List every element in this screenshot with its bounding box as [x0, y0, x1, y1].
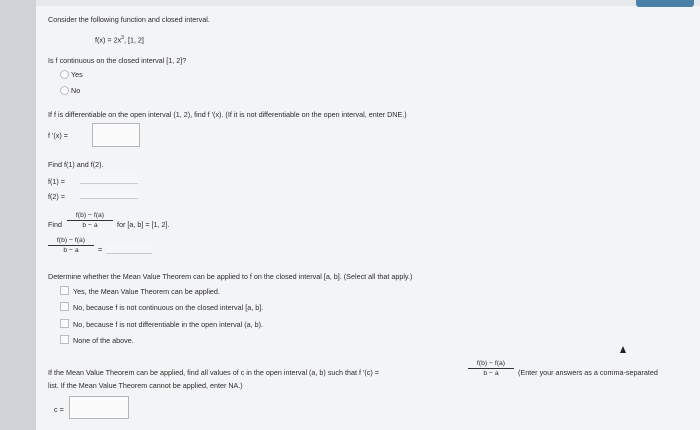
find-values-prompt: Find f(1) and f(2).: [48, 160, 104, 169]
intro-text: Consider the following function and closed interval.: [48, 15, 210, 24]
find-label: Find: [48, 220, 62, 229]
mvt-instructions-a: (Enter your answers as a comma-separated: [518, 368, 658, 377]
option-not-continuous: No, because f is not continuous on the closed interval [a, b].: [73, 303, 264, 312]
quotient-answer-input[interactable]: [106, 243, 152, 254]
mvt-instructions-b: list. If the Mean Value Theorem cannot be applied, enter NA.): [48, 381, 243, 390]
quotient-equals: =: [98, 245, 103, 254]
top-right-button[interactable]: [636, 0, 694, 7]
radio-no-label: No: [71, 86, 81, 95]
radio-yes-label: Yes: [71, 70, 83, 79]
difference-quotient: [67, 211, 113, 230]
mvt-quotient: [468, 359, 514, 378]
answer-quotient-denominator: b − a: [63, 247, 79, 254]
mvt-quotient-numerator: f(b) − f(a): [468, 359, 514, 369]
mvt-question: Determine whether the Mean Value Theorem can be applied to f on the closed interval [a, b]. (Select all that apply.): [48, 272, 413, 281]
top-bar: [36, 0, 700, 6]
c-label: c =: [54, 405, 64, 414]
option-none: None of the above.: [73, 336, 134, 345]
derivative-label: f '(x) =: [48, 131, 68, 140]
function-interval: , [1, 2]: [123, 35, 144, 45]
mouse-cursor-icon: [620, 346, 626, 353]
c-answer-input[interactable]: [69, 396, 129, 419]
f2-label: f(2) =: [48, 192, 65, 201]
function-exponent: 3: [121, 35, 124, 41]
radio-no[interactable]: [60, 86, 69, 95]
f2-answer-input[interactable]: [80, 188, 138, 199]
f1-answer-input[interactable]: [80, 173, 138, 184]
quotient-numerator: f(b) − f(a): [67, 211, 113, 221]
function-definition: [95, 35, 144, 44]
checkbox-none[interactable]: [60, 335, 69, 344]
option-yes-applies: Yes, the Mean Value Theorem can be applied.: [73, 287, 220, 296]
quotient-answer-label: [48, 236, 94, 255]
mvt-c-question: If the Mean Value Theorem can be applied, find all values of c in the open interval (a, b) such that f '(c) =: [48, 368, 379, 377]
option-not-differentiable: No, because f is not differentiable in the open interval (a, b).: [73, 320, 264, 329]
continuity-question: Is f continuous on the closed interval [1, 2]?: [48, 56, 187, 65]
derivative-answer-input[interactable]: [92, 123, 140, 147]
checkbox-not-differentiable[interactable]: [60, 319, 69, 328]
checkbox-yes-applies[interactable]: [60, 286, 69, 295]
radio-yes[interactable]: [60, 70, 69, 79]
derivative-question: If f is differentiable on the open interval (1, 2), find f '(x). (If it is not differentiable on the open interval, enter DNE.): [48, 110, 407, 119]
quotient-denominator: b − a: [82, 222, 98, 229]
question-page: [36, 0, 700, 430]
interval-spec: for [a, b] = [1, 2].: [117, 220, 170, 229]
f1-label: f(1) =: [48, 177, 65, 186]
function-expression: f(x) = 2x: [95, 35, 122, 45]
checkbox-not-continuous[interactable]: [60, 302, 69, 311]
answer-quotient-numerator: f(b) − f(a): [48, 236, 94, 246]
mvt-quotient-denominator: b − a: [483, 370, 499, 377]
